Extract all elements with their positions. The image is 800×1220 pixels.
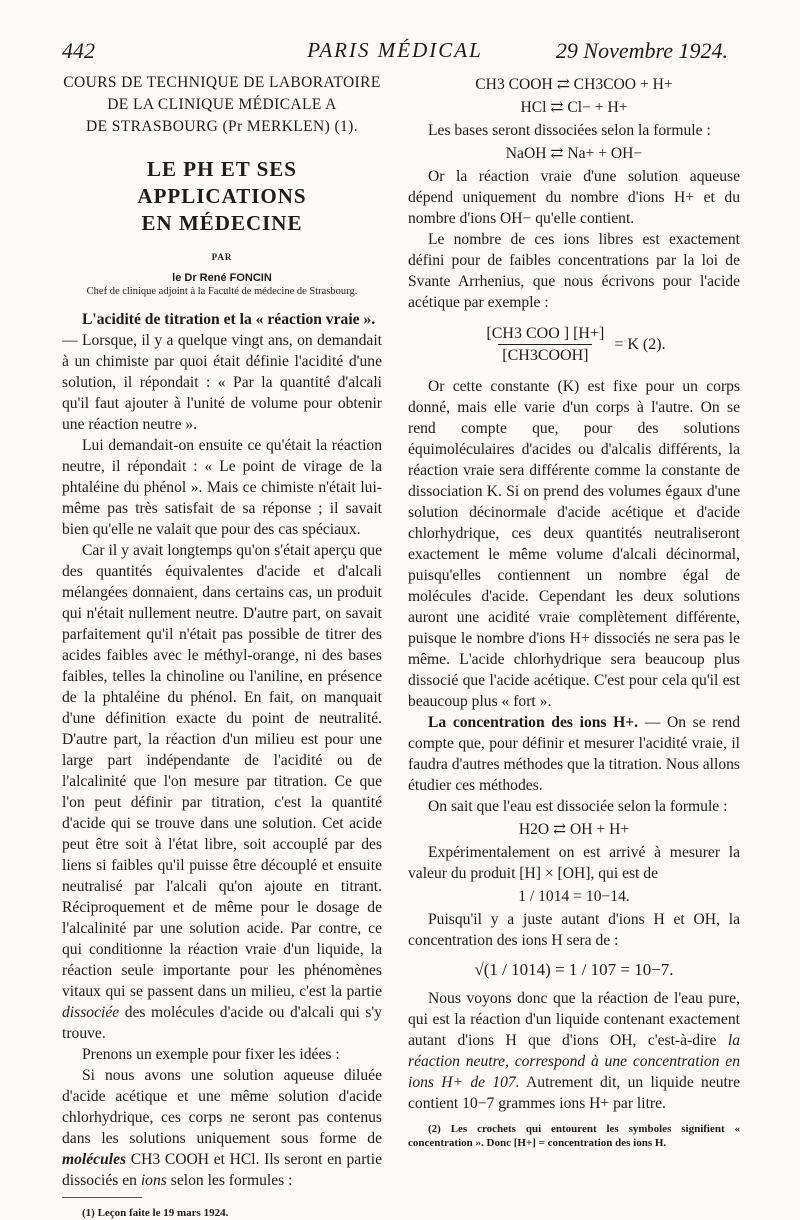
paragraph-text: Nous voyons donc que la réaction de l'eau pure, qui est la réaction d'un liquide contenant exactement autant d'ions H que d'ions OH, c'est-à-dire bbox=[408, 990, 740, 1049]
paragraph: Puisqu'il y a juste autant d'ions H et OH, la concentration des ions H sera de : bbox=[408, 911, 740, 949]
course-line: COURS DE TECHNIQUE DE LABORATOIRE bbox=[63, 74, 381, 91]
course-line: DE STRASBOURG (Pr MERKLEN) (1). bbox=[85, 118, 359, 135]
author-name: le Dr René FONCIN bbox=[172, 272, 272, 284]
fraction-denominator: [CH3COOH] bbox=[498, 344, 592, 366]
section-heading: La concentration des ions H+. bbox=[428, 714, 639, 731]
paragraph: — Lorsque, il y a quelque vingt ans, on demandait à un chimiste par quoi était définie l'acidité d'une solution, il répondait : « Par la quantité d'alcali qu'il faut ajouter à l'unité de volume pour obtenir une réaction neutre ». bbox=[62, 332, 382, 433]
section-heading: L'acidité de titration et la « réaction vraie ». bbox=[82, 311, 376, 328]
journal-title: PARIS MÉDICAL bbox=[307, 38, 483, 62]
paragraph: Or cette constante (K) est fixe pour un corps donné, mais elle varie d'un corps à l'autre. On se rend compte que, pour des solutions équimoléculaires d'acides ou d'alcalis différents, la réaction vraie sera différente comme la constante de dissociation K. Si on prend des volumes égaux d'une solution décinormale d'acide acétique et d'acide chlorhydrique, ces deux quantités neutraliseront exactement le même volume d'alcali décinormal, puisqu'elles contiennent un nombre égal de molécules d'acide. Cependant les deux solutions auront une acidité vraie complètement différente, puisque le nombre d'ions H+ dissociés ne sera pas le même. L'acide chlorhydrique sera beaucoup plus dissocié que l'acide acétique. C'est pour cela qu'il est beaucoup plus « fort ». bbox=[408, 378, 740, 710]
paragraph-text: Si nous avons une solution aqueuse diluée d'acide acétique et une même solution d'acide chlorhydrique, ces corps ne seront pas contenus dans les solutions uniquement sous forme de bbox=[62, 1067, 382, 1147]
footnote-rule bbox=[62, 1197, 142, 1198]
footnote: (1) Leçon faite le 19 mars 1924. bbox=[82, 1207, 229, 1219]
fraction-rhs: = K (2). bbox=[614, 336, 666, 353]
italic-term: dissociée bbox=[62, 1004, 120, 1021]
sqrt-equation: √(1 / 1014) = 1 / 107 = 10−7. bbox=[474, 960, 674, 979]
paragraph bbox=[408, 712, 740, 796]
equation: NaOH ⇄ Na+ + OH− bbox=[505, 145, 643, 162]
paragraph-text: — On se rend compte que, pour définir et mesurer l'acidité vraie, il faudra d'autres méthodes que la titration. Nous allons étudier ces méthodes. bbox=[408, 714, 740, 794]
right-column bbox=[408, 72, 740, 1150]
equation: H2O ⇄ OH + H+ bbox=[518, 821, 630, 838]
paragraph: Or la réaction vraie d'une solution aqueuse dépend uniquement du nombre d'ions H+ et du nombre d'ions OH− qu'elle contient. bbox=[408, 168, 740, 227]
paragraph bbox=[62, 1065, 382, 1191]
paragraph-text: des molécules d'acide ou d'alcali qui s'y trouve. bbox=[62, 1004, 382, 1042]
course-line: DE LA CLINIQUE MÉDICALE A bbox=[107, 96, 337, 113]
equation: HCl ⇄ Cl− + H+ bbox=[520, 99, 628, 116]
equation: 1 / 1014 = 10−14. bbox=[518, 888, 630, 905]
paragraph bbox=[62, 540, 382, 1044]
fraction bbox=[482, 323, 608, 366]
page-header bbox=[62, 38, 728, 68]
italic-term: ions bbox=[140, 1172, 167, 1189]
title-line: EN MÉDECINE bbox=[141, 211, 303, 235]
left-column bbox=[62, 72, 382, 1220]
paragraph-text: selon les formules : bbox=[170, 1172, 293, 1189]
paragraph: On sait que l'eau est dissociée selon la formule : bbox=[428, 798, 728, 815]
paragraph-text: CH3 COOH et HCl. Ils seront en partie dissociés en bbox=[62, 1151, 382, 1189]
italic-term: molécules bbox=[62, 1151, 127, 1168]
fraction-numerator: [CH3 COO ] [H+] bbox=[486, 325, 605, 342]
paragraph: Les bases seront dissociées selon la formule : bbox=[428, 122, 711, 139]
paragraph bbox=[408, 988, 740, 1114]
equation: CH3 COOH ⇄ CH3COO + H+ bbox=[475, 76, 673, 93]
page-number: 442 bbox=[62, 38, 95, 63]
paragraph-text: Autrement dit, un liquide neutre contient 10−7 grammes ions H+ par litre. bbox=[408, 1074, 740, 1112]
italic-term: la réaction neutre, correspond à une concentration en ions H+ de 107. bbox=[408, 1032, 741, 1091]
arrhenius-formula bbox=[408, 323, 740, 366]
title-line: LE PH ET SES APPLICATIONS bbox=[137, 157, 307, 208]
article-title bbox=[62, 156, 382, 237]
footnote: (2) Les crochets qui entourent les symboles signifient « concentration ». Donc [H+] = concentration des ions H. bbox=[408, 1123, 740, 1149]
author-affiliation: Chef de clinique adjoint à la Faculté de médecine de Strasbourg. bbox=[86, 286, 358, 297]
course-heading bbox=[62, 72, 382, 138]
by-line: PAR bbox=[211, 252, 233, 262]
paragraph-text: Car il y avait longtemps qu'on s'était aperçu que des quantités équivalentes d'acide et d'alcali mélangées donnaient, dans certains cas, un produit qui n'était nullement neutre. D'autre part, on savait parfaitement qu'il n'était pas possible de titrer des acides faibles avec le méthyl-orange, ni des bases faibles, telles la chinoline ou l'aniline, en présence de la phtaléine du phénol. En fait, on manquait d'une définition exacte du point de neutralité. D'autre part, la réaction d'un milieu est pour une large part indépendante de l'acidité ou de l'alcalinité que l'on mesure par titration. Ce que l'on peut définir par titration, c'est la quantité d'acide qui se trouve dans une solution. Cet acide peut être soit à l'état libre, soit accouplé par des liens si faibles qu'il puisse être découplé et ensuite neutralisé par l'alcali qu'on ajoute en titrant. Réciproquement et de même pour le dosage de l'alcalinité par une solution acide. Par contre, ce qui conditionne la réaction vraie d'un liquide, la réaction seule importante pour les phénomènes vitaux qui se passent dans un milieu, c'est la partie bbox=[62, 542, 382, 1000]
paragraph: Expérimentalement on est arrivé à mesurer la valeur du produit [H] × [OH], qui est de bbox=[408, 844, 740, 882]
paragraph: Prenons un exemple pour fixer les idées : bbox=[82, 1046, 340, 1063]
issue-date: 29 Novembre 1924. bbox=[555, 38, 728, 63]
paragraph: Lui demandait-on ensuite ce qu'était la réaction neutre, il répondait : « Le point de virage de la phtaléine du phénol ». Mais ce chimiste n'était lui-même pas très satisfait de sa réponse ; il savait bien qu'elle ne valait que pour des cas spéciaux. bbox=[62, 437, 382, 538]
paragraph: Le nombre de ces ions libres est exactement défini pour de faibles concentrations par la loi de Svante Arrhenius, que nous écrivons pour l'acide acétique par exemple : bbox=[408, 231, 740, 311]
